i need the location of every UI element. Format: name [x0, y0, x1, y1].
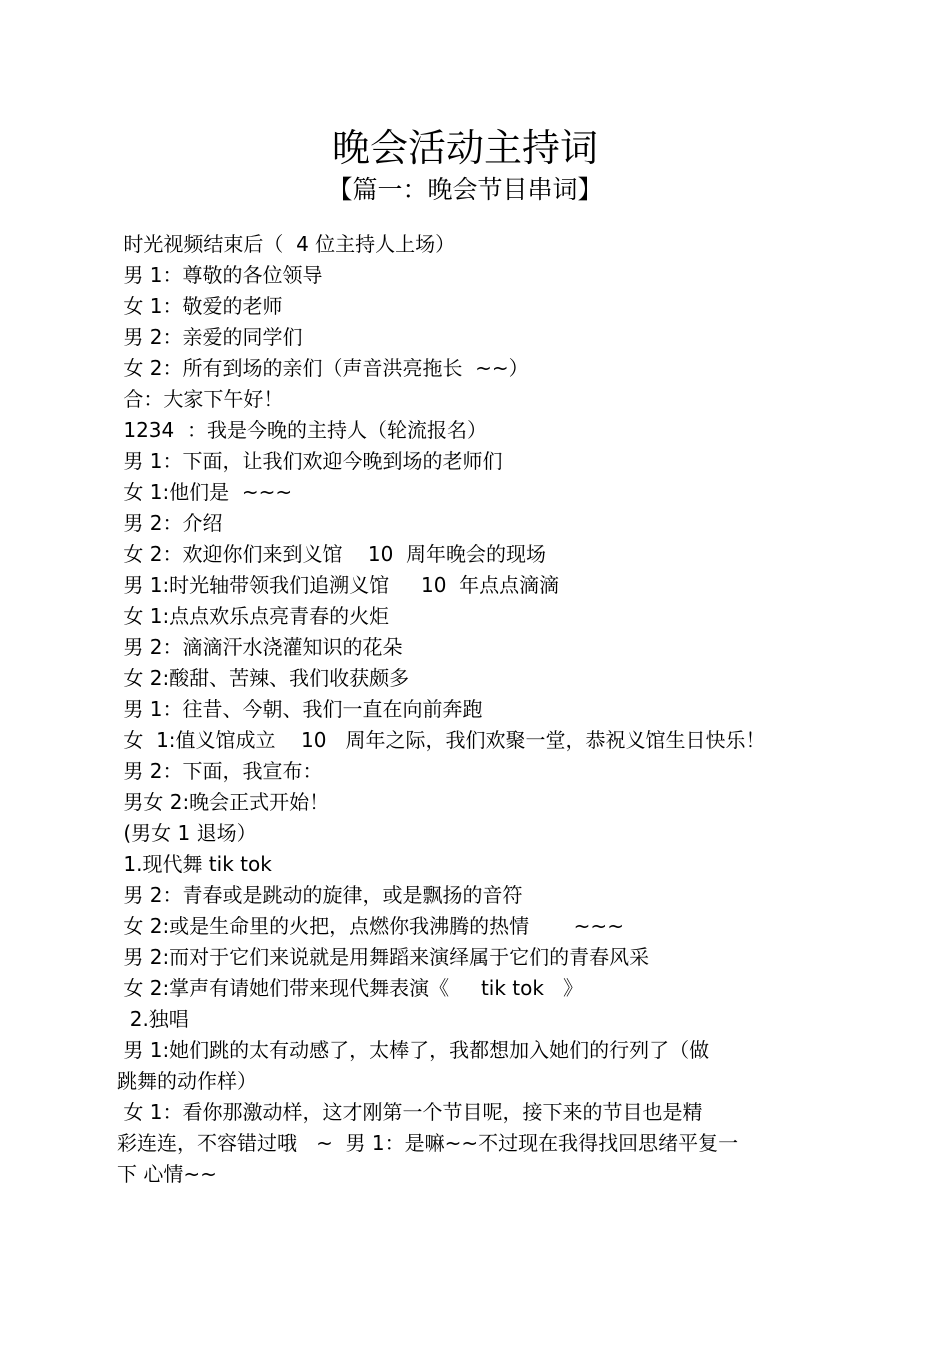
- script-line: 男 2：介绍: [117, 511, 223, 535]
- script-line: 男 1:她们跳的太有动感了，太棒了，我都想加入她们的行列了（做: [117, 1038, 710, 1062]
- script-line: 女 1:点点欢乐点亮青春的火炬: [117, 604, 390, 628]
- script-line: 下 心情~~: [117, 1162, 217, 1186]
- document-title: 晚会活动主持词: [331, 126, 598, 170]
- script-line: 合：大家下午好！: [117, 387, 284, 411]
- script-line: 女 2：欢迎你们来到义馆 10 周年晚会的现场: [117, 542, 547, 566]
- script-line: 男 1:时光轴带领我们追溯义馆 10 年点点滴滴: [117, 573, 560, 597]
- script-line: 男 1：往昔、今朝、我们一直在向前奔跑: [117, 697, 483, 721]
- script-line: 女 2:酸甜、苦辣、我们收获颇多: [117, 666, 410, 690]
- script-line: 女 2:掌声有请她们带来现代舞表演《 tik tok 》: [117, 976, 584, 1000]
- script-line: 女 1：看你那激动样，这才刚第一个节目呢，接下来的节目也是精: [117, 1100, 703, 1124]
- script-line: 男 1：下面，让我们欢迎今晚到场的老师们: [117, 449, 503, 473]
- script-line: 彩连连，不容错过哦 ~ 男 1：是嘛~~不过现在我得找回思绪平复一: [117, 1131, 739, 1155]
- script-line: 跳舞的动作样）: [117, 1069, 257, 1093]
- script-line: 男 2：滴滴汗水浇灌知识的花朵: [117, 635, 403, 659]
- script-body: [117, 229, 817, 1190]
- script-line: 1.现代舞 tik tok: [117, 852, 272, 876]
- script-line: 男 2：亲爱的同学们: [117, 325, 303, 349]
- script-line: 女 2：所有到场的亲们（声音洪亮拖长 ~~）: [117, 356, 529, 380]
- document-subtitle: 【篇一：晚会节目串词】: [327, 175, 603, 204]
- script-line: 男女 2:晚会正式开始！: [117, 790, 330, 814]
- script-line: 女 1:值义馆成立 10 周年之际，我们欢聚一堂，恭祝义馆生日快乐！: [117, 728, 766, 752]
- script-line: 男 2:而对于它们来说就是用舞蹈来演绎属于它们的青春风采: [117, 945, 650, 969]
- script-line: 女 2:或是生命里的火把，点燃你我沸腾的热情 ~~~: [117, 914, 624, 938]
- script-line: 2.独唱: [117, 1007, 189, 1031]
- script-line: 女 1:他们是 ~~~: [117, 480, 293, 504]
- script-line: 时光视频结束后（ 4 位主持人上场）: [117, 232, 456, 256]
- script-line: (男女 1 退场）: [117, 821, 257, 845]
- script-line: 男 2：下面，我宣布：: [117, 759, 323, 783]
- script-line: 男 1：尊敬的各位领导: [117, 263, 323, 287]
- script-line: 女 1：敬爱的老师: [117, 294, 283, 318]
- script-line: 男 2：青春或是跳动的旋律，或是飘扬的音符: [117, 883, 523, 907]
- script-line: 1234 ：我是今晚的主持人（轮流报名）: [117, 418, 487, 442]
